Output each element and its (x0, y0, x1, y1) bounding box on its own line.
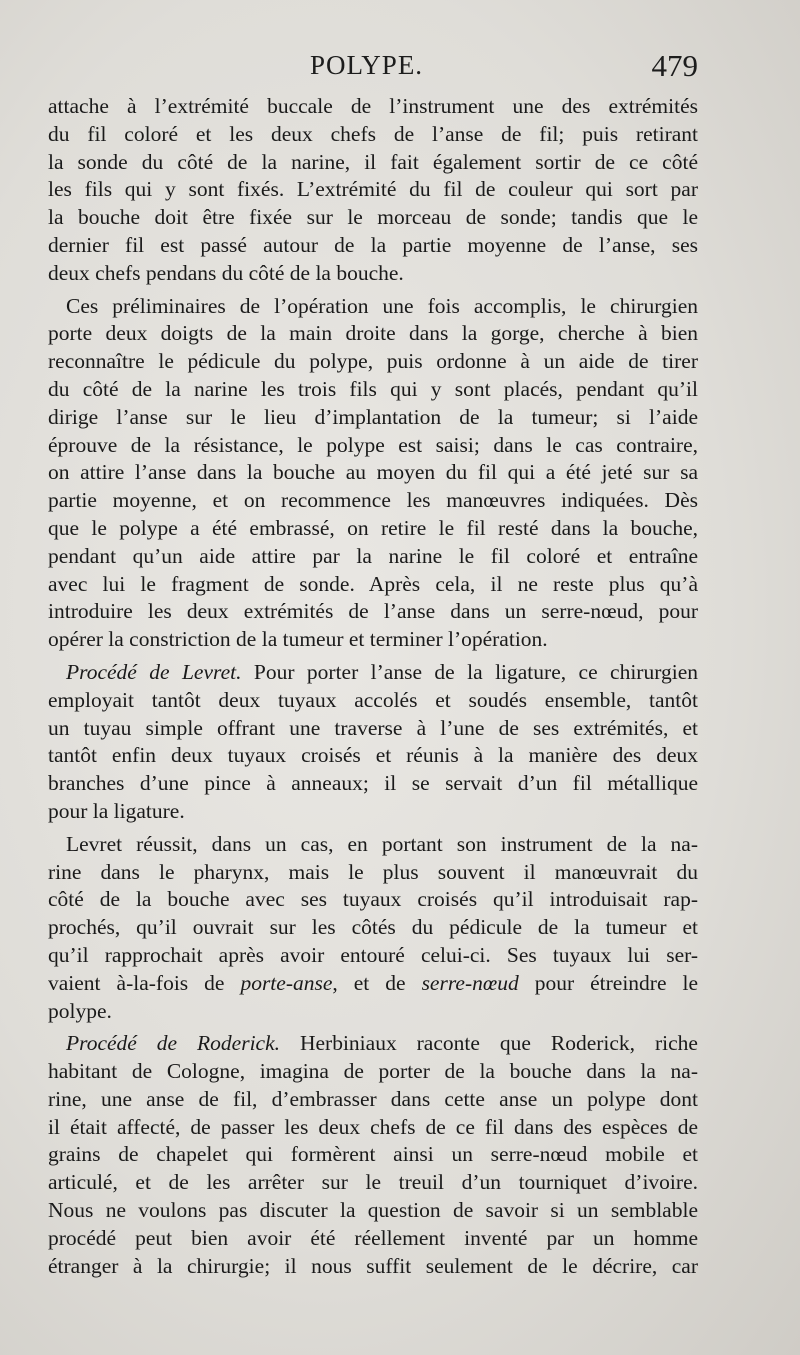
text-line: éprouve de la résistance, le polype est saisi; dans le cas contraire, (48, 432, 698, 457)
text-line: procédé peut bien avoir été réellement inventé par un homme (48, 1225, 698, 1250)
text-line: partie moyenne, et on recommence les manœuvres indiquées. Dès (48, 488, 698, 513)
text-line: pendant qu’un aide attire par la narine le fil coloré et entraîne (48, 543, 698, 568)
text-line: deux chefs pendans du côté de la bouche. (48, 260, 404, 285)
text-line: articulé, et de les arrêter sur le treuil d’un tourniquet d’ivoire. (48, 1170, 698, 1195)
line-part: , et de (332, 970, 422, 995)
line-rest: Herbiniaux raconte que Roderick, riche (280, 1031, 698, 1056)
text-line (48, 659, 698, 687)
paragraph-4 (48, 831, 698, 1026)
text-line: prochés, qu’il ouvrait sur les côtés du pédicule de la tumeur et (48, 915, 698, 940)
line-part: vaient à-la-fois de (48, 970, 241, 995)
text-line: que le polype a été embrassé, on retire le fil resté dans la bouche, (48, 515, 698, 540)
text-line: polype. (48, 998, 112, 1023)
paragraph-5 (48, 1030, 698, 1280)
term-porte-anse: porte-anse (240, 970, 333, 995)
text-line: du côté de la narine les trois fils qui y sont placés, pendant qu’il (48, 376, 698, 401)
text-line: pour la ligature. (48, 798, 185, 823)
running-title: POLYPE. (310, 50, 424, 80)
text-line: attache à l’extrémité buccale de l’instrument une des extrémités (48, 94, 698, 118)
text-line: la sonde du côté de la narine, il fait également sortir de ce côté (48, 149, 698, 174)
text-line (48, 1030, 698, 1058)
text-line: dirige l’anse sur le lieu d’implantation de la tumeur; si l’aide (48, 404, 698, 429)
text-line: Levret réussit, dans un cas, en portant son instrument de la na- (66, 831, 698, 856)
section-heading-levret: Procédé de Levret. (66, 659, 242, 684)
text-line: du fil coloré et les deux chefs de l’anse de fil; puis retirant (48, 121, 698, 146)
text-line: un tuyau simple offrant une traverse à l’une de ses extrémités, et (48, 715, 698, 740)
text-line: il était affecté, de passer les deux chefs de ce fil dans des espèces de (48, 1114, 698, 1139)
text-line: on attire l’anse dans la bouche au moyen du fil qui a été jeté sur sa (48, 460, 698, 485)
line-part: pour étreindre le (518, 970, 699, 995)
text-line: Ces préliminaires de l’opération une fois accomplis, le chirurgien (66, 293, 698, 318)
text-line: étranger à la chirurgie; il nous suffit seulement de le décrire, car (48, 1253, 698, 1278)
text-line: qu’il rapprochait après avoir entouré celui-ci. Ses tuyaux lui ser- (48, 942, 698, 967)
paragraph-1 (48, 93, 698, 288)
text-line: dernier fil est passé autour de la partie moyenne de l’anse, ses (48, 232, 698, 257)
text-line: rine, une anse de fil, d’embrasser dans cette anse un polype dont (48, 1086, 698, 1111)
text-line: introduire les deux extrémités de l’anse dans un serre-nœud, pour (48, 599, 698, 624)
page-header (48, 46, 698, 86)
text-line: branches d’une pince à anneaux; il se servait d’un fil métallique (48, 771, 698, 796)
term-serre-noeud: serre-nœud (421, 970, 519, 995)
text-line: avec lui le fragment de sonde. Après cela, il ne reste plus qu’à (48, 571, 698, 596)
text-line: reconnaître le pédicule du polype, puis ordonne à un aide de tirer (48, 349, 698, 374)
body-text (48, 93, 698, 1280)
section-heading-roderick: Procédé de Roderick. (66, 1031, 281, 1056)
text-line: la bouche doit être fixée sur le morceau de sonde; tandis que le (48, 205, 698, 230)
paragraph-3 (48, 659, 698, 826)
paragraph-2 (48, 293, 698, 654)
page-number: 479 (651, 48, 698, 83)
text-line (48, 970, 698, 998)
text-line: employait tantôt deux tuyaux accolés et soudés ensemble, tantôt (48, 687, 698, 712)
text-line: les fils qui y sont fixés. L’extrémité du fil de couleur qui sort par (48, 177, 698, 202)
text-line: porte deux doigts de la main droite dans la gorge, cherche à bien (48, 321, 698, 346)
text-line: côté de la bouche avec ses tuyaux croisés qu’il introduisait rap- (48, 887, 698, 912)
line-rest: Pour porter l’anse de la ligature, ce chirurgien (241, 659, 698, 684)
text-line: tantôt enfin deux tuyaux croisés et réunis à la manière des deux (48, 743, 698, 768)
text-line: grains de chapelet qui formèrent ainsi un serre-nœud mobile et (48, 1142, 698, 1167)
text-line: rine dans le pharynx, mais le plus souvent il manœuvrait du (48, 859, 698, 884)
text-line: habitant de Cologne, imagina de porter de la bouche dans la na- (48, 1059, 698, 1084)
text-line: Nous ne voulons pas discuter la question de savoir si un semblable (48, 1198, 698, 1223)
text-line: opérer la constriction de la tumeur et terminer l’opération. (48, 627, 548, 652)
